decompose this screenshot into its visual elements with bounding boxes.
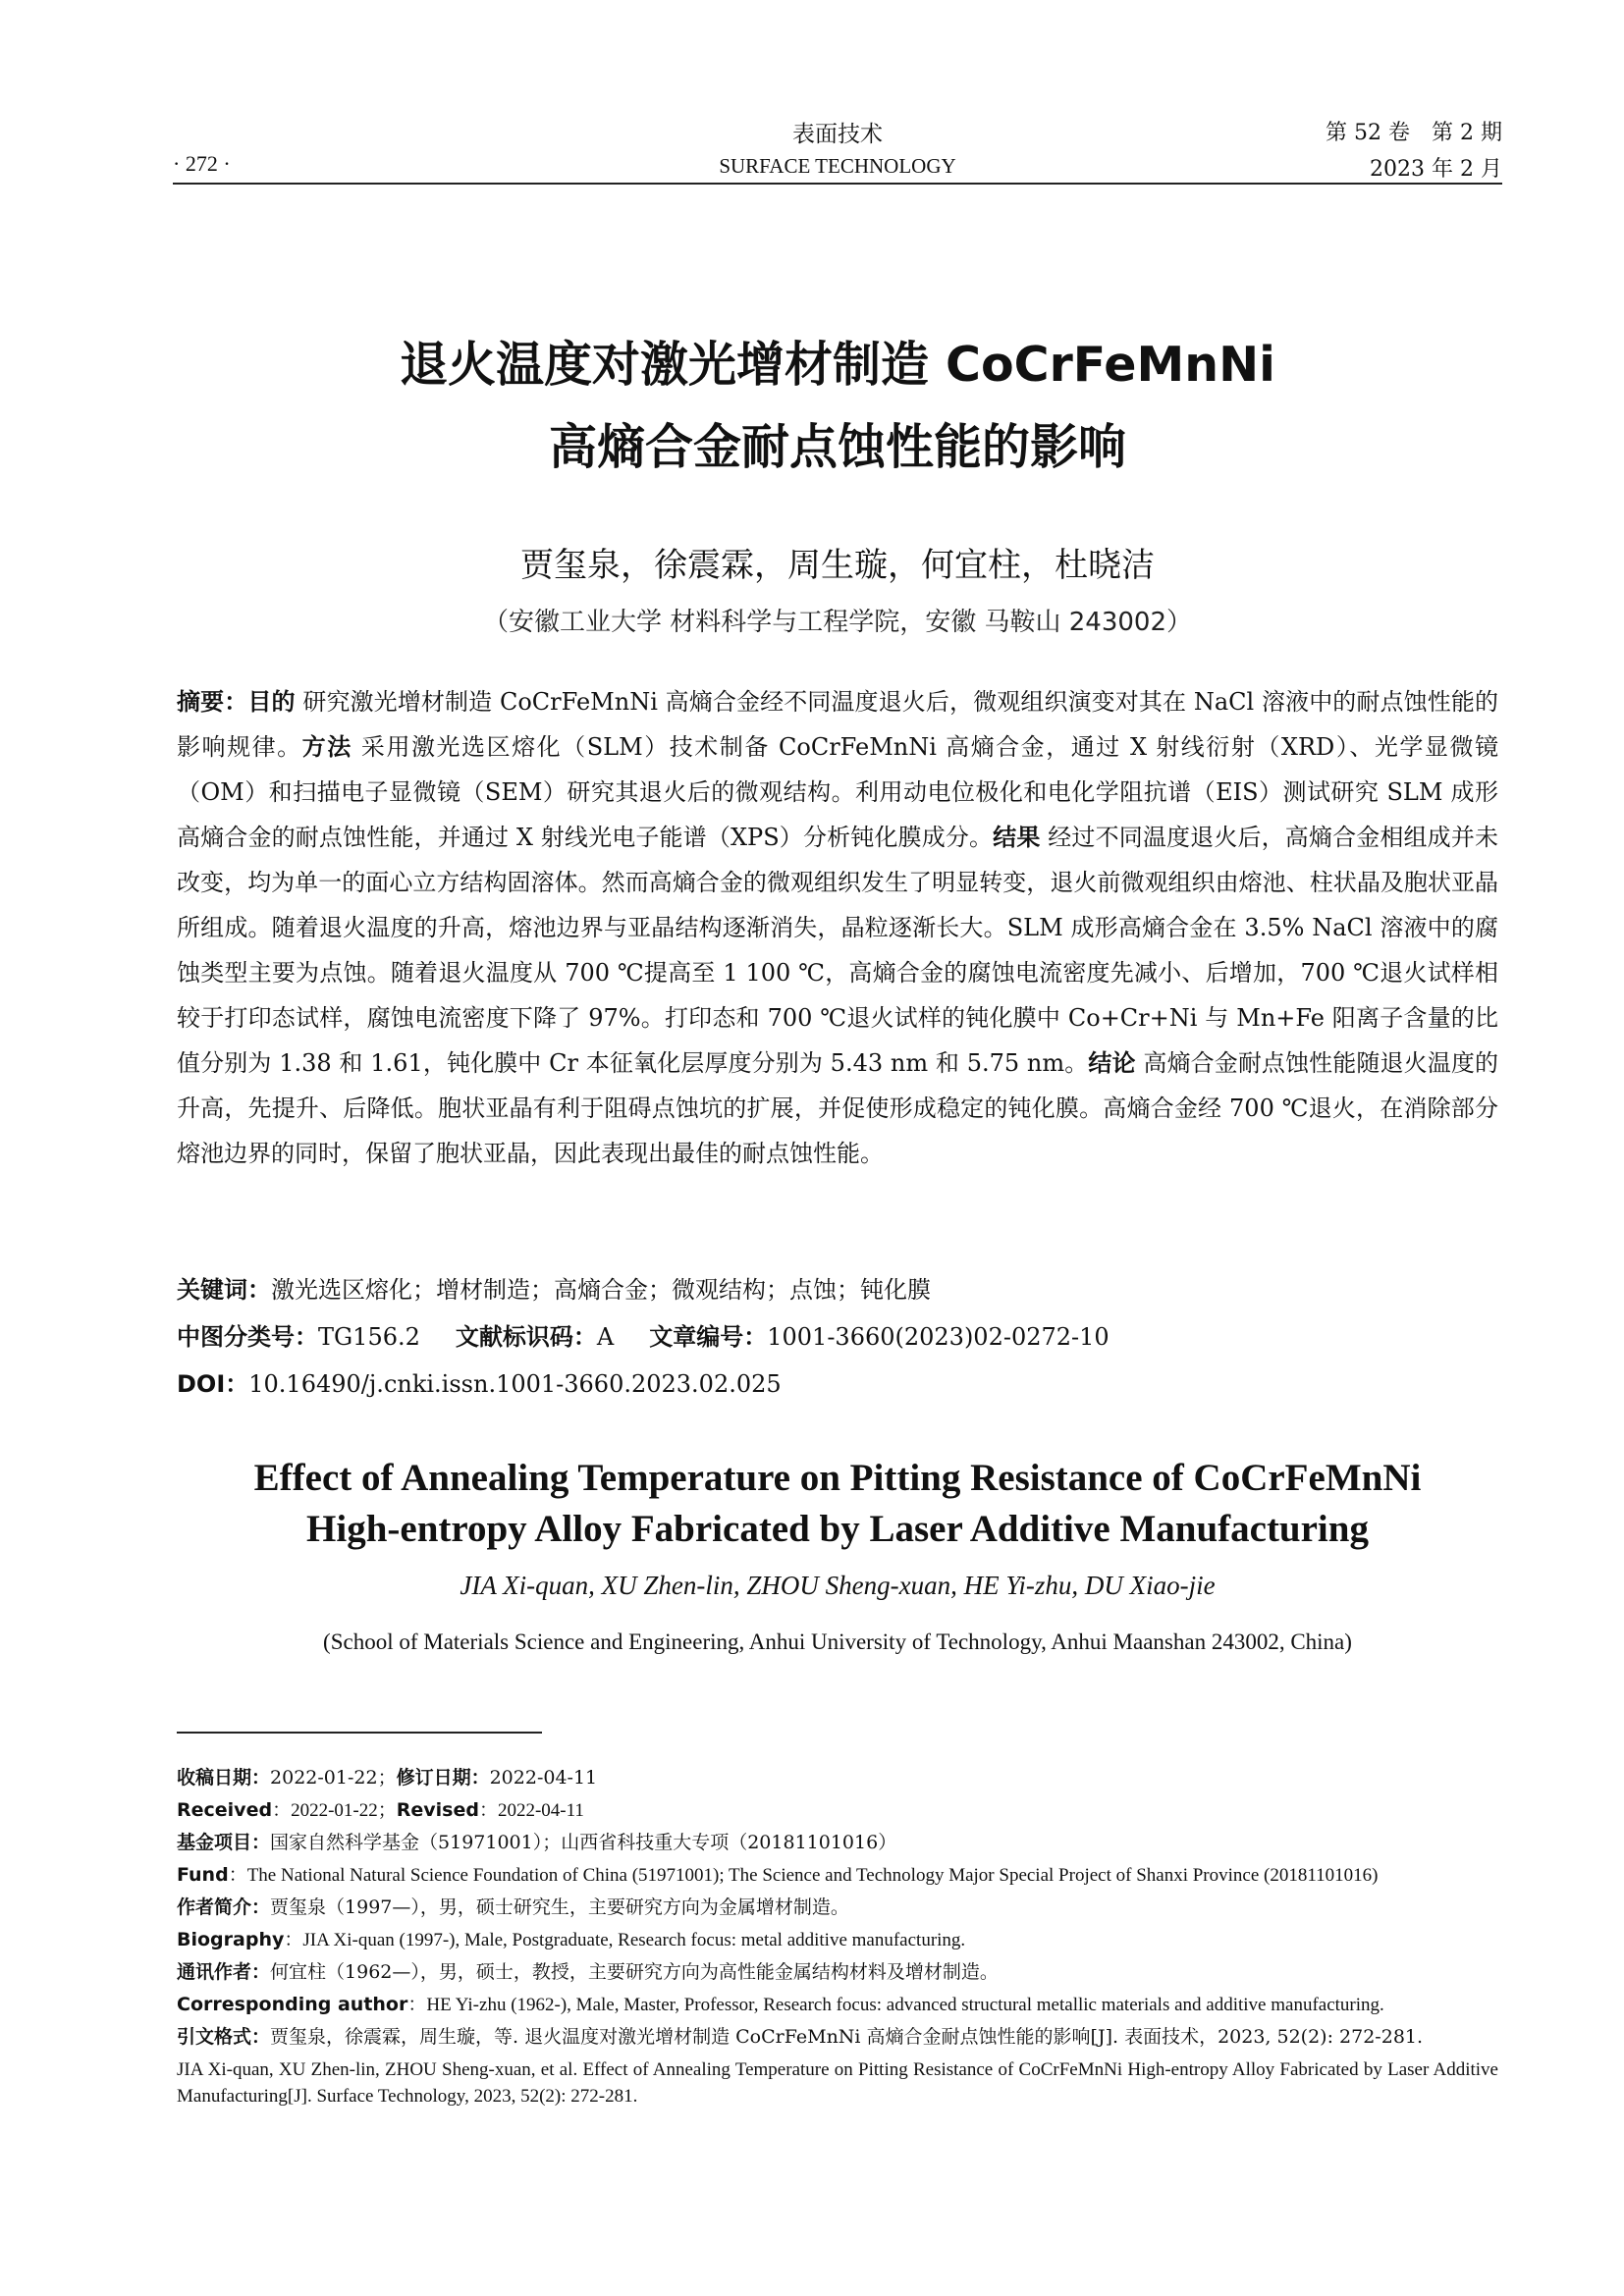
page-number: · 272 ·: [173, 151, 231, 176]
received-cn-label: 收稿日期：: [177, 1767, 271, 1789]
issue-info: [1326, 116, 1502, 183]
article-title-cn: [173, 324, 1502, 489]
authors-en: JIA Xi-quan, XU Zhen-lin, ZHOU Sheng-xuan, HE Yi-zhu, DU Xiao-jie: [460, 1571, 1216, 1600]
running-header: [173, 116, 1502, 183]
fund-cn: [177, 1830, 1498, 1856]
revised-en-value: ：2022-04-11: [478, 1800, 584, 1821]
title-cn-line1: 退火温度对激光增材制造 CoCrFeMnNi: [400, 337, 1275, 393]
biography-en-value: ：JIA Xi-quan (1997-), Male, Postgraduate, Research focus: metal additive manufacturing.: [284, 1930, 966, 1950]
doc-code-value: A: [596, 1323, 615, 1351]
fund-en: [177, 1862, 1498, 1889]
abstract-cn: [177, 679, 1498, 1176]
abstract-method: 采用激光选区熔化（SLM）技术制备 CoCrFeMnNi 高熵合金，通过 X 射线衍射（XRD）、光学显微镜（OM）和扫描电子显微镜（SEM）研究其退火后的微观结构。利用动电位极化和电化学阻抗谱（EIS）测试研究 SLM 成形高熵合金的耐点蚀性能，并通过 X 射线光电子能谱（XPS）分析钝化膜成分。: [177, 733, 1499, 851]
corresponding-en: [177, 1992, 1498, 2018]
corresponding-cn-label: 通讯作者：: [177, 1961, 271, 1983]
corresponding-en-label: Corresponding author: [177, 1994, 408, 2015]
article-number-value: 1001-3660(2023)02-0272-10: [767, 1323, 1110, 1351]
header-rule: [173, 183, 1502, 185]
citation-cn-label: 引文格式：: [177, 2026, 271, 2048]
keywords-value: 激光选区熔化；增材制造；高熵合金；微观结构；点蚀；钝化膜: [271, 1276, 931, 1304]
fund-en-label: Fund: [177, 1864, 229, 1886]
doi-label: DOI：: [177, 1370, 249, 1398]
keywords-label: 关键词：: [177, 1276, 271, 1304]
footnotes: [177, 1765, 1498, 2115]
doc-code-label: 文献标识码：: [455, 1323, 597, 1351]
journal-name: [173, 116, 1502, 179]
doi-value[interactable]: 10.16490/j.cnki.issn.1001-3660.2023.02.025: [248, 1370, 782, 1398]
journal-name-en: SURFACE TECHNOLOGY: [719, 154, 956, 178]
clc-value: TG156.2: [318, 1323, 420, 1351]
citation-cn-value: 贾玺泉，徐震霖，周生璇，等. 退火温度对激光增材制造 CoCrFeMnNi 高熵合金耐点蚀性能的影响[J]. 表面技术，2023, 52(2): 272-281.: [270, 2026, 1424, 2048]
volume-issue: 第 52 卷 第 2 期: [1326, 121, 1502, 145]
fund-cn-label: 基金项目：: [177, 1832, 271, 1853]
citation-cn: [177, 2024, 1498, 2051]
biography-cn-value: 贾玺泉（1997—），男，硕士研究生，主要研究方向为金属增材制造。: [270, 1896, 849, 1918]
method-label: 方法: [301, 733, 352, 761]
revised-cn-value: 2022-04-11: [489, 1767, 598, 1789]
abstract-result: 经过不同温度退火后，高熵合金相组成并未改变，均为单一的面心立方结构固溶体。然而高熵合金的微观组织发生了明显转变，退火前微观组织由熔池、柱状晶及胞状亚晶所组成。随着退火温度的升高，熔池边界与亚晶结构逐渐消失，晶粒逐渐长大。SLM 成形高熵合金在 3.5% NaCl 溶液中的腐蚀类型主要为点蚀。随着退火温度从 700 ℃提高至 1 100 ℃，高熵合金的腐蚀电流密度先减小、后增加，700 ℃退火试样相较于打印态试样，腐蚀电流密度下降了 97%。打印态和 700 ℃退火试样的钝化膜中 Co+Cr+Ni 与 Mn+Fe 阳离子含量的比值分别为 1.38 和 1.61，钝化膜中 Cr 本征氧化层厚度分别为 5.43 nm 和 5.75 nm。: [177, 824, 1498, 1077]
abstract-conclusion: 高熵合金耐点蚀性能随退火温度的升高，先提升、后降低。胞状亚晶有利于阻碍点蚀坑的扩展，并促使形成稳定的钝化膜。高熵合金经 700 ℃退火，在消除部分熔池边界的同时，保留了胞状亚晶，因此表现出最佳的耐点蚀性能。: [177, 1049, 1499, 1167]
classification-line: [177, 1317, 1498, 1352]
revised-en-label: Revised: [396, 1799, 479, 1821]
keywords: [177, 1270, 1498, 1305]
title-en-line1: Effect of Annealing Temperature on Pitting Resistance of CoCrFeMnNi: [253, 1457, 1422, 1499]
revised-cn-label: 修订日期：: [396, 1767, 490, 1789]
title-cn-line2: 高熵合金耐点蚀性能的影响: [548, 419, 1126, 475]
title-en-line2: High-entropy Alloy Fabricated by Laser Additive Manufacturing: [306, 1508, 1369, 1550]
authors-cn: 贾玺泉，徐震霖，周生璇，何宜柱，杜晓洁: [520, 546, 1155, 585]
abstract-label: 摘要：: [177, 688, 248, 716]
biography-cn: [177, 1895, 1498, 1921]
corresponding-cn: [177, 1959, 1498, 1986]
doi-line: [177, 1364, 1498, 1399]
corresponding-en-value: ：HE Yi-zhu (1962-), Male, Master, Professor, Research focus: advanced structural metallic materials and additive manufacturing.: [407, 1995, 1384, 2015]
received-cn: [177, 1765, 1498, 1791]
abstract-purpose: 研究激光增材制造 CoCrFeMnNi 高熵合金经不同温度退火后，微观组织演变对其在 NaCl 溶液中的耐点蚀性能的影响规律。: [177, 688, 1498, 761]
biography-en: [177, 1927, 1498, 1953]
citation-en: JIA Xi-quan, XU Zhen-lin, ZHOU Sheng-xuan, et al. Effect of Annealing Temperature on Pitting Resistance of CoCrFeMnNi High-entropy Alloy Fabricated by Laser Additive Manufacturing[J]. Surface Technology, 2023, 52(2): 272-281.: [177, 2059, 1498, 2107]
journal-name-cn: 表面技术: [792, 122, 883, 147]
issue-date: 2023 年 2 月: [1370, 157, 1502, 182]
footnote-rule: [177, 1732, 542, 1734]
result-label: 结果: [993, 824, 1041, 851]
received-en-label: Received: [177, 1799, 273, 1821]
corresponding-cn-value: 何宜柱（1962—），男，硕士，教授，主要研究方向为高性能金属结构材料及增材制造。: [270, 1961, 999, 1983]
biography-en-label: Biography: [177, 1929, 285, 1950]
fund-cn-value: 国家自然科学基金（51971001）；山西省科技重大专项（20181101016）: [270, 1832, 897, 1853]
conclusion-label: 结论: [1088, 1049, 1136, 1077]
received-en: [177, 1797, 1498, 1824]
biography-cn-label: 作者简介：: [177, 1896, 271, 1918]
article-number-label: 文章编号：: [649, 1323, 768, 1351]
article-title-en: [173, 1453, 1502, 1555]
fund-en-value: ：The National Natural Science Foundation of China (51971001); The Science and Technology Major Special Project of Shanxi Province (20181101016): [228, 1865, 1379, 1886]
received-en-value: ：2022-01-22；: [272, 1800, 397, 1821]
received-cn-value: 2022-01-22；: [270, 1767, 397, 1789]
purpose-label: 目的: [247, 688, 296, 716]
clc-label: 中图分类号：: [177, 1323, 318, 1351]
affiliation-cn: （安徽工业大学 材料科学与工程学院，安徽 马鞍山 243002）: [482, 608, 1193, 637]
affiliation-en: (School of Materials Science and Engineering, Anhui University of Technology, Anhui Maanshan 243002, China): [323, 1629, 1352, 1654]
